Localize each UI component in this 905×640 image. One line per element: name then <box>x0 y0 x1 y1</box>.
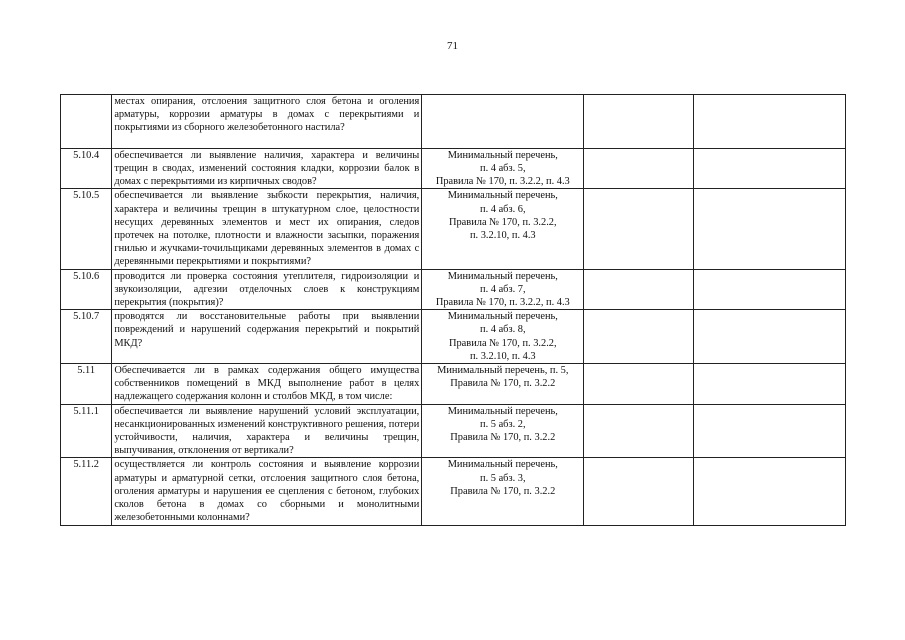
reference-line <box>424 121 581 134</box>
reference-line: п. 4 абз. 5, <box>480 163 526 175</box>
table-row <box>61 189 846 269</box>
empty-note-cell <box>694 189 846 269</box>
question-cell: проводятся ли восстановительные работы при выявлении повреждений и нарушений содержания перекрытий и покрытий МКД? <box>112 310 422 364</box>
table-row <box>61 364 846 405</box>
row-number-cell: 5.10.6 <box>61 269 112 310</box>
row-number-cell: 5.11 <box>61 364 112 405</box>
reference-cell <box>422 269 584 310</box>
table-row <box>61 95 846 149</box>
reference-cell <box>422 404 584 458</box>
reference-line <box>424 95 581 108</box>
reference-line: п. 4 абз. 8, <box>480 324 526 336</box>
empty-note-cell <box>694 364 846 405</box>
table-row <box>61 404 846 458</box>
reference-cell <box>422 364 584 405</box>
empty-answer-cell <box>584 269 694 310</box>
question-cell: осуществляется ли контроль состояния и выявление коррозии арматуры и арматурной сетки, отслоения защитного слоя бетона, оголения арматуры и нарушения ее сцепления с бетоном, глубоких сколов бетона в домах со сборными и монолитными железобетонными колоннами? <box>112 458 422 525</box>
question-cell: обеспечивается ли выявление зыбкости перекрытия, наличия, характера и величины трещин в штукатурном слое, целостности несущих деревянных элементов и мест их опирания, следов протечек на потолке, плотности и влажности засыпки, поражения гнилью и жучками-точильщиками деревянных элементов в домах с деревянными перекрытиями и покрытиями? <box>112 189 422 269</box>
checklist-table <box>60 94 846 526</box>
reference-line: Минимальный перечень, <box>447 405 558 417</box>
row-number-cell: 5.11.1 <box>61 404 112 458</box>
reference-line <box>424 108 581 121</box>
reference-cell <box>422 95 584 149</box>
empty-answer-cell <box>584 148 694 189</box>
empty-note-cell <box>694 404 846 458</box>
empty-note-cell <box>694 269 846 310</box>
reference-line: п. 4 абз. 6, <box>480 203 526 215</box>
reference-line: Правила № 170, п. 3.2.2, <box>448 216 557 228</box>
row-number-cell: 5.10.7 <box>61 310 112 364</box>
reference-cell <box>422 310 584 364</box>
reference-line: Правила № 170, п. 3.2.2 <box>450 378 556 390</box>
reference-line: Минимальный перечень, <box>447 311 558 323</box>
reference-line: Минимальный перечень, <box>447 459 558 471</box>
empty-note-cell <box>694 95 846 149</box>
reference-cell <box>422 458 584 525</box>
question-cell: Обеспечивается ли в рамках содержания общего имущества собственников помещений в МКД выполнение работ в целях надлежащего содержания колонн и столбов МКД, в том числе: <box>112 364 422 405</box>
reference-line: Минимальный перечень, <box>447 149 558 161</box>
empty-answer-cell <box>584 189 694 269</box>
empty-answer-cell <box>584 458 694 525</box>
question-cell: проводится ли проверка состояния утеплителя, гидроизоляции и звукоизоляции, адгезии отделочных слоев к конструкциям перекрытия (покрытия)? <box>112 269 422 310</box>
question-cell: местах опирания, отслоения защитного слоя бетона и оголения арматуры, коррозии арматуры в домах с перекрытиями и покрытиями из сборного железобетонного настила? <box>112 95 422 149</box>
reference-line: Правила № 170, п. 3.2.2 <box>450 485 556 497</box>
empty-note-cell <box>694 310 846 364</box>
reference-line: Минимальный перечень, п. 5, <box>437 365 569 377</box>
empty-answer-cell <box>584 310 694 364</box>
reference-line: Правила № 170, п. 3.2.2, п. 4.3 <box>435 176 570 188</box>
reference-line: Минимальный перечень, <box>447 190 558 202</box>
question-cell: обеспечивается ли выявление наличия, характера и величины трещин в сводах, изменений состояния кладки, коррозии балок в домах с перекрытиями из кирпичных сводов? <box>112 148 422 189</box>
reference-line: Правила № 170, п. 3.2.2, <box>448 337 557 349</box>
reference-line: Минимальный перечень, <box>447 270 558 282</box>
reference-cell <box>422 148 584 189</box>
row-number-cell <box>61 95 112 149</box>
checklist-table-body <box>61 95 846 526</box>
empty-answer-cell <box>584 364 694 405</box>
empty-note-cell <box>694 148 846 189</box>
row-number-cell: 5.10.4 <box>61 148 112 189</box>
row-number-cell: 5.11.2 <box>61 458 112 525</box>
question-cell: обеспечивается ли выявление нарушений условий эксплуатации, несанкционированных изменений конструктивного решения, потери устойчивости, наличия, характера и величины трещин, выпучивания, отклонения от вертикали? <box>112 404 422 458</box>
reference-line: п. 4 абз. 7, <box>480 283 526 295</box>
reference-line <box>424 135 581 148</box>
table-row <box>61 269 846 310</box>
table-row <box>61 148 846 189</box>
reference-line: п. 3.2.10, п. 4.3 <box>469 230 536 242</box>
empty-answer-cell <box>584 95 694 149</box>
reference-line: Правила № 170, п. 3.2.2, п. 4.3 <box>435 297 570 309</box>
table-row <box>61 310 846 364</box>
table-row <box>61 458 846 525</box>
reference-cell <box>422 189 584 269</box>
reference-line: п. 3.2.10, п. 4.3 <box>469 350 536 362</box>
reference-line: п. 5 абз. 2, <box>480 418 526 430</box>
reference-line: п. 5 абз. 3, <box>480 472 526 484</box>
page-number: 71 <box>447 40 458 52</box>
reference-line: Правила № 170, п. 3.2.2 <box>450 432 556 444</box>
row-number-cell: 5.10.5 <box>61 189 112 269</box>
empty-answer-cell <box>584 404 694 458</box>
empty-note-cell <box>694 458 846 525</box>
